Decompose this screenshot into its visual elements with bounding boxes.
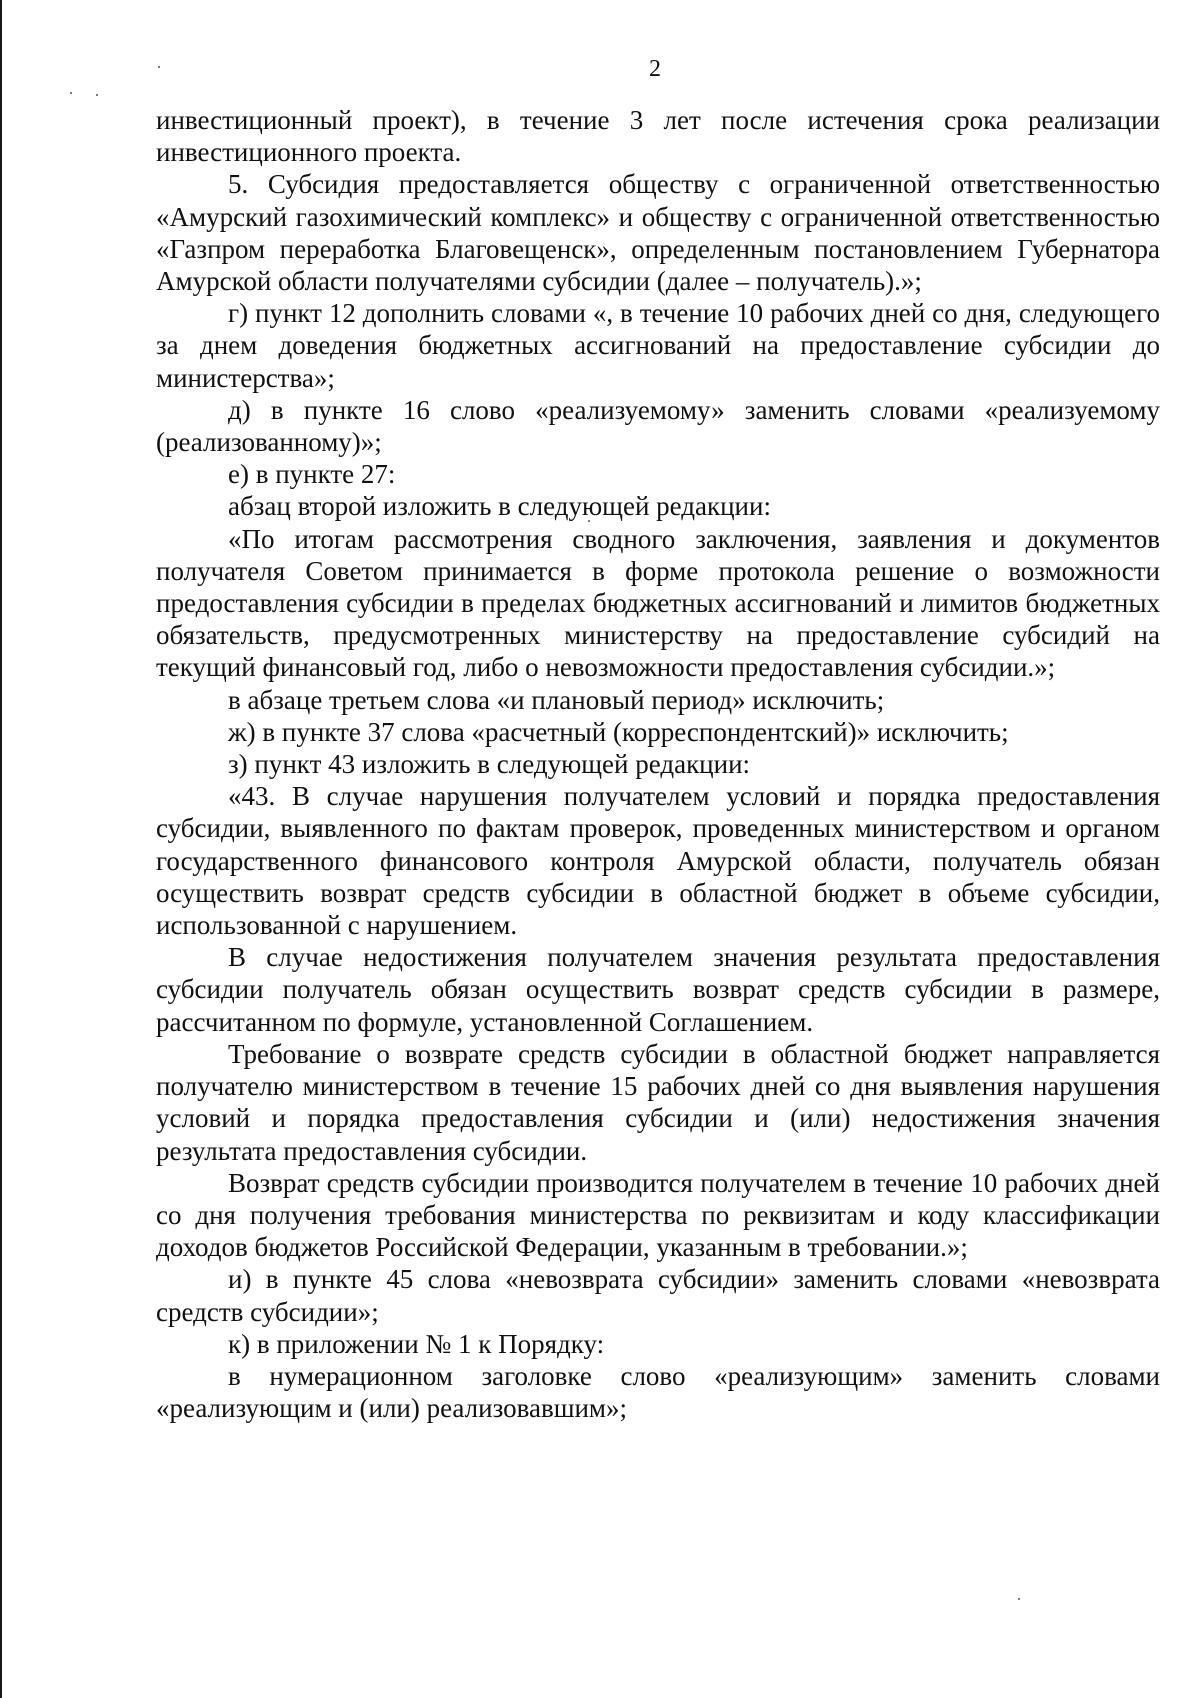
paragraph: В случае недостижения получателем значения результата предоставления субсидии получатель обязан осуществить возврат средств субсидии в размере, рассчитанном по формуле, установленной Соглашением. — [156, 942, 1160, 1037]
paragraph: абзац второй изложить в следующей редакции: — [228, 491, 771, 522]
scan-speck — [70, 92, 72, 94]
paragraph: Требование о возврате средств субсидии в областной бюджет направляется получателю министерством в течение 15 рабочих дней со дня выявления нарушения условий и порядка предоставления субсидии и (или) недостижения значения результата предоставления субсидии. — [156, 1038, 1160, 1166]
paragraph: г) пункт 12 дополнить словами «, в течение 10 рабочих дней со дня, следующего за днем доведения бюджетных ассигнований на предоставление субсидии до министерства»; — [156, 298, 1160, 393]
scan-speck — [1018, 1598, 1020, 1600]
paragraph: д) в пункте 16 слово «реализуемому» заменить словами «реализуемому (реализованному)»; — [156, 394, 1160, 458]
scan-border — [0, 0, 2, 1698]
scan-speck — [96, 94, 98, 96]
paragraph: 5. Субсидия предоставляется обществу с ограниченной ответственностью «Амурский газохимический комплекс» и обществу с ограниченной ответственностью «Газпром переработка Благовещенск», определенным постановлением Губернатора Амурской области получателями субсидии (далее – получатель).»; — [156, 169, 1160, 297]
page-number: 2 — [649, 56, 661, 82]
paragraph: к) в приложении № 1 к Порядку: — [228, 1328, 605, 1359]
paragraph: Возврат средств субсидии производится получателем в течение 10 рабочих дней со дня получения требования министерства по реквизитам и коду классификации доходов бюджетов Российской Федерации, указанным в требовании.»; — [156, 1167, 1160, 1263]
paragraph: в абзаце третьем слова «и плановый период» исключить; — [228, 684, 885, 715]
paragraph: «43. В случае нарушения получателем условий и порядка предоставления субсидии, выявленного по фактам проверок, проведенных министерством и органом государственного финансового контроля Амурской области, получатель обязан осуществить возврат средств субсидии в областной бюджет в объеме субсидии, использованной с нарушением. — [156, 781, 1160, 941]
paragraph: е) в пункте 27: — [228, 459, 396, 490]
paragraph: в нумерационном заголовке слово «реализующим» заменить словами «реализующим и (или) реализовавшим»; — [156, 1360, 1160, 1424]
paragraph: з) пункт 43 изложить в следующей редакции: — [228, 749, 751, 780]
paragraph: инвестиционный проект), в течение 3 лет после истечения срока реализации инвестиционного проекта. — [156, 105, 1160, 168]
paragraph: и) в пункте 45 слова «невозврата субсидии» заменить словами «невозврата средств субсидии»; — [156, 1264, 1160, 1327]
paragraph: ж) в пункте 37 слова «расчетный (корреспондентский)» исключить; — [228, 716, 1009, 747]
document-body — [156, 104, 1160, 1424]
paragraph: «По итогам рассмотрения сводного заключения, заявления и документов получателя Советом принимается в форме протокола решение о возможности предоставления субсидии в пределах бюджетных ассигнований и лимитов бюджетных обязательств, предусмотренных министерству на предоставление субсидий на текущий финансовый год, либо о невозможности предоставления субсидии.»; — [156, 523, 1160, 683]
